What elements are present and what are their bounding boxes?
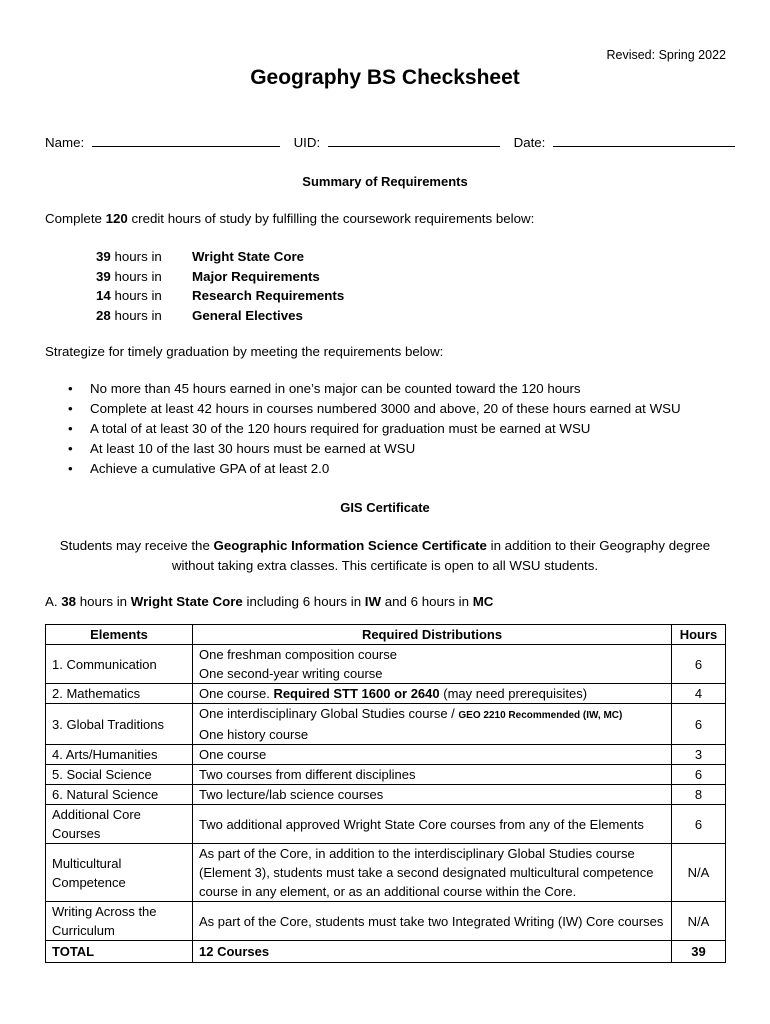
core-requirements-table <box>45 624 726 963</box>
requirement-hours: 39 <box>96 249 111 264</box>
requirement-row <box>96 286 344 306</box>
header-hours: Hours <box>672 625 726 645</box>
header-required-distributions: Required Distributions <box>193 625 672 645</box>
bullet-item <box>68 419 740 439</box>
gis-certificate-name: Geographic Information Science Certificate <box>213 538 487 553</box>
distribution-cell: As part of the Core, students must take two Integrated Writing (IW) Core courses <box>193 902 672 941</box>
table-row <box>46 785 726 805</box>
bullet-item <box>68 459 740 479</box>
distribution-cell: As part of the Core, in addition to the interdisciplinary Global Studies course (Element 3), students must take a second designated multicultural competence course in any element, or as an additional course within the Core. <box>193 844 672 902</box>
table-row <box>46 745 726 765</box>
gis-text-rest: in addition to their Geography degree without taking extra classes. This certificate is open to all WSU students. <box>171 538 711 573</box>
element-cell: 2. Mathematics <box>46 684 193 704</box>
bullet-icon: • <box>68 381 73 396</box>
requirement-unit: hours in <box>110 307 162 323</box>
requirement-row <box>96 267 344 287</box>
bullet-icon: • <box>68 421 73 436</box>
header-elements: Elements <box>46 625 193 645</box>
table-row <box>46 684 726 704</box>
bullet-text: A total of at least 30 of the 120 hours required for graduation must be earned at WSU <box>90 421 591 436</box>
requirement-row <box>96 247 344 267</box>
bullet-item <box>68 399 740 419</box>
distribution-line: One freshman composition course <box>199 647 397 662</box>
requirement-name: General Electives <box>192 307 303 323</box>
intro-text: Complete <box>45 211 106 226</box>
table-row <box>46 844 726 902</box>
total-hours: 39 <box>672 941 726 963</box>
total-label: TOTAL <box>46 941 193 963</box>
section-a-label: A. <box>45 594 62 609</box>
element-cell: Additional Core Courses <box>46 805 193 844</box>
bullet-text: Achieve a cumulative GPA of at least 2.0 <box>90 461 330 476</box>
date-field[interactable] <box>553 134 735 147</box>
hours-cell: 8 <box>672 785 726 805</box>
hours-cell: N/A <box>672 902 726 941</box>
summary-heading: Summary of Requirements <box>302 174 468 189</box>
intro-text-rest: credit hours of study by fulfilling the coursework requirements below: <box>127 211 535 226</box>
total-courses: 12 Courses <box>193 941 672 963</box>
requirement-hours: 28 <box>96 307 111 323</box>
name-field[interactable] <box>92 134 280 147</box>
hours-cell: 6 <box>672 805 726 844</box>
requirement-name: Major Requirements <box>192 268 320 284</box>
distribution-cell: Two lecture/lab science courses <box>193 785 672 805</box>
table-row <box>46 765 726 785</box>
distribution-line: One history course <box>199 727 309 742</box>
requirement-hours: 39 <box>96 268 111 284</box>
hours-cell: N/A <box>672 844 726 902</box>
requirement-row <box>96 306 344 326</box>
bullet-icon: • <box>68 461 73 476</box>
bullet-item <box>68 439 740 459</box>
distribution-cell: One course <box>193 745 672 765</box>
table-total-row <box>46 941 726 963</box>
bullet-text: At least 10 of the last 30 hours must be earned at WSU <box>90 441 416 456</box>
element-cell: Multicultural Competence <box>46 844 193 902</box>
section-a-heading <box>45 594 735 609</box>
uid-label: UID: <box>293 135 321 150</box>
table-row <box>46 645 726 684</box>
gis-paragraph <box>48 536 722 576</box>
distribution-cell <box>193 684 672 704</box>
bullet-item <box>68 379 740 399</box>
date-label: Date: <box>513 135 546 150</box>
table-row <box>46 704 726 745</box>
hours-cell: 3 <box>672 745 726 765</box>
requirement-unit: hours in <box>110 249 162 264</box>
distribution-text: (may need prerequisites) <box>439 686 588 701</box>
uid-field[interactable] <box>328 134 500 147</box>
element-cell: 1. Communication <box>46 645 193 684</box>
requirement-name: Wright State Core <box>192 249 305 264</box>
requirement-name: Research Requirements <box>192 288 345 303</box>
requirement-unit: hours in <box>110 268 162 284</box>
table-row <box>46 902 726 941</box>
gis-text: Students may receive the <box>59 538 214 553</box>
bullet-icon: • <box>68 441 73 456</box>
hours-cell: 4 <box>672 684 726 704</box>
section-a-text: and 6 hours in <box>381 594 473 609</box>
section-a-hours: 38 <box>61 594 77 609</box>
hours-cell: 6 <box>672 704 726 745</box>
bullet-icon: • <box>68 401 73 416</box>
table-header-row <box>46 625 726 645</box>
requirements-list <box>96 247 344 325</box>
distribution-recommendation: GEO 2210 Recommended (IW, MC) <box>458 710 623 721</box>
distribution-cell <box>193 704 672 745</box>
intro-credit-hours: 120 <box>105 211 128 226</box>
summary-intro <box>45 211 735 226</box>
gis-heading: GIS Certificate <box>340 500 430 515</box>
table-row <box>46 805 726 844</box>
element-cell: 6. Natural Science <box>46 785 193 805</box>
hours-cell: 6 <box>672 645 726 684</box>
revised-date: Revised: Spring 2022 <box>606 48 726 62</box>
page-title: Geography BS Checksheet <box>250 66 520 89</box>
distribution-cell: Two additional approved Wright State Core courses from any of the Elements <box>193 805 672 844</box>
section-a-core: Wright State Core <box>130 594 243 609</box>
element-cell: 4. Arts/Humanities <box>46 745 193 765</box>
section-a-mc: MC <box>472 594 494 609</box>
hours-cell: 6 <box>672 765 726 785</box>
name-label: Name: <box>45 135 85 150</box>
section-a-iw: IW <box>364 594 382 609</box>
distribution-cell: Two courses from different disciplines <box>193 765 672 785</box>
element-cell: 3. Global Traditions <box>46 704 193 745</box>
requirement-unit: hours in <box>110 288 162 303</box>
element-cell: 5. Social Science <box>46 765 193 785</box>
distribution-cell <box>193 645 672 684</box>
graduation-bullets <box>68 379 740 479</box>
student-info-row <box>45 134 725 150</box>
distribution-required-course: Required STT 1600 or 2640 <box>273 686 440 701</box>
element-cell: Writing Across the Curriculum <box>46 902 193 941</box>
distribution-text: One course. <box>199 686 274 701</box>
bullet-text: No more than 45 hours earned in one’s major can be counted toward the 120 hours <box>90 381 581 396</box>
section-a-text: hours in <box>76 594 131 609</box>
distribution-line: One second-year writing course <box>199 666 383 681</box>
bullet-text: Complete at least 42 hours in courses numbered 3000 and above, 20 of these hours earned at WSU <box>90 401 681 416</box>
strategize-text: Strategize for timely graduation by meeting the requirements below: <box>45 344 444 359</box>
requirement-hours: 14 <box>96 288 111 303</box>
section-a-text: including 6 hours in <box>242 594 365 609</box>
distribution-text: One interdisciplinary Global Studies course / <box>199 706 459 721</box>
